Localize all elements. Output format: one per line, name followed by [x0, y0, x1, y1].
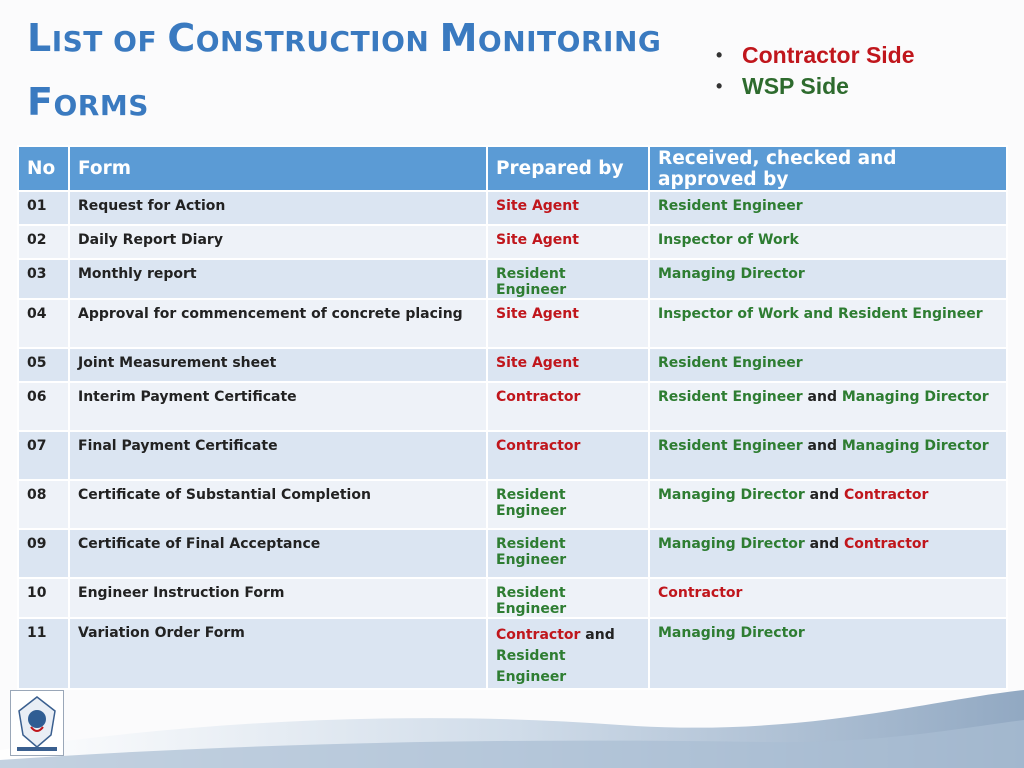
cell-prepared [487, 299, 649, 348]
cell-no: 08 [18, 480, 69, 529]
cell-prepared [487, 259, 649, 299]
cell-no: 10 [18, 578, 69, 618]
legend-item-wsp [716, 71, 915, 102]
cell-no: 03 [18, 259, 69, 299]
cell-form: Certificate of Substantial Completion [69, 480, 487, 529]
cell-no: 01 [18, 191, 69, 225]
role-text: Resident Engineer [496, 648, 567, 685]
legend-wsp-label: WSP Side [742, 73, 849, 99]
cell-form: Variation Order Form [69, 618, 487, 689]
role-text: Resident Engineer [496, 536, 567, 568]
title-cap: L [27, 16, 52, 60]
title-word: ORMS [53, 89, 149, 122]
role-text: and [580, 627, 615, 643]
role-text: Managing Director [841, 389, 989, 405]
cell-no: 11 [18, 618, 69, 689]
role-text: Resident Engineer [496, 266, 567, 298]
header-prepared-by: Prepared by [487, 146, 649, 191]
bullet-icon: • [716, 76, 723, 96]
cell-no: 07 [18, 431, 69, 480]
header-form: Form [69, 146, 487, 191]
role-text: and [804, 487, 844, 503]
cell-received [649, 480, 1007, 529]
table-row [18, 578, 1007, 618]
cell-form: Daily Report Diary [69, 225, 487, 259]
cell-received [649, 299, 1007, 348]
table-row [18, 382, 1007, 431]
cell-received [649, 191, 1007, 225]
role-text: and [804, 536, 844, 552]
title-word: ONITORING [477, 25, 662, 58]
cell-prepared [487, 618, 649, 689]
table-row [18, 299, 1007, 348]
role-text: Resident Engineer [658, 389, 803, 405]
title-line-2 [27, 74, 717, 138]
title-cap: M [439, 16, 478, 60]
role-text: Resident Engineer [658, 438, 803, 454]
cell-received [649, 431, 1007, 480]
role-text: Resident Engineer [658, 198, 803, 214]
cell-form: Engineer Instruction Form [69, 578, 487, 618]
cell-prepared [487, 431, 649, 480]
role-text: Site Agent [496, 355, 579, 371]
cell-no: 06 [18, 382, 69, 431]
role-text: Contractor [844, 487, 929, 503]
role-text: Contractor [496, 438, 581, 454]
table-header-row [18, 146, 1007, 191]
cell-prepared [487, 225, 649, 259]
role-text: Site Agent [496, 306, 579, 322]
kenya-emblem-logo-icon [10, 690, 64, 756]
role-text: Site Agent [496, 198, 579, 214]
cell-no: 04 [18, 299, 69, 348]
role-text: Contractor [844, 536, 929, 552]
cell-prepared [487, 382, 649, 431]
role-text: Site Agent [496, 232, 579, 248]
role-text: Resident Engineer [496, 487, 567, 519]
cell-received [649, 529, 1007, 578]
cell-prepared [487, 191, 649, 225]
cell-prepared [487, 480, 649, 529]
header-no: No [18, 146, 69, 191]
bullet-icon: • [716, 45, 723, 65]
cell-received [649, 618, 1007, 689]
cell-no: 02 [18, 225, 69, 259]
title-cap: F [27, 80, 54, 124]
role-text: Contractor [658, 585, 743, 601]
table-row [18, 529, 1007, 578]
cell-received [649, 578, 1007, 618]
cell-received [649, 259, 1007, 299]
cell-prepared [487, 348, 649, 382]
page-title [27, 10, 717, 138]
cell-received [649, 382, 1007, 431]
role-text: Inspector of Work [658, 232, 799, 248]
title-word: IST OF [51, 25, 168, 58]
cell-form: Monthly report [69, 259, 487, 299]
table-row [18, 225, 1007, 259]
role-text: Contractor [496, 627, 581, 643]
role-text: Managing Director [841, 438, 989, 454]
cell-form: Interim Payment Certificate [69, 382, 487, 431]
cell-form: Request for Action [69, 191, 487, 225]
cell-form: Certificate of Final Acceptance [69, 529, 487, 578]
role-text: Resident Engineer [658, 355, 803, 371]
table-row [18, 431, 1007, 480]
table-row [18, 348, 1007, 382]
legend-contractor-label: Contractor Side [742, 42, 915, 68]
role-text: and [802, 438, 842, 454]
table-row [18, 618, 1007, 689]
color-legend [716, 40, 915, 102]
cell-form: Approval for commencement of concrete placing [69, 299, 487, 348]
decorative-wave-icon [0, 680, 1024, 768]
role-text: Inspector of Work and Resident Engineer [658, 306, 983, 322]
forms-table [17, 145, 1008, 690]
cell-received [649, 225, 1007, 259]
role-text: Contractor [496, 389, 581, 405]
legend-item-contractor [716, 40, 915, 71]
header-received-by: Received, checked and approved by [649, 146, 1007, 191]
role-text: and [802, 389, 842, 405]
role-text: Managing Director [658, 487, 805, 503]
table-row [18, 480, 1007, 529]
cell-no: 09 [18, 529, 69, 578]
cell-prepared [487, 529, 649, 578]
title-line-1 [27, 10, 717, 74]
table-row [18, 259, 1007, 299]
cell-received [649, 348, 1007, 382]
role-text: Managing Director [658, 625, 805, 641]
role-text: Managing Director [658, 266, 805, 282]
role-text: Managing Director [658, 536, 805, 552]
table-row [18, 191, 1007, 225]
cell-form: Joint Measurement sheet [69, 348, 487, 382]
title-cap: C [167, 16, 196, 60]
title-word: ONSTRUCTION [195, 25, 440, 58]
cell-no: 05 [18, 348, 69, 382]
cell-form: Final Payment Certificate [69, 431, 487, 480]
role-text: Resident Engineer [496, 585, 567, 617]
cell-prepared [487, 578, 649, 618]
